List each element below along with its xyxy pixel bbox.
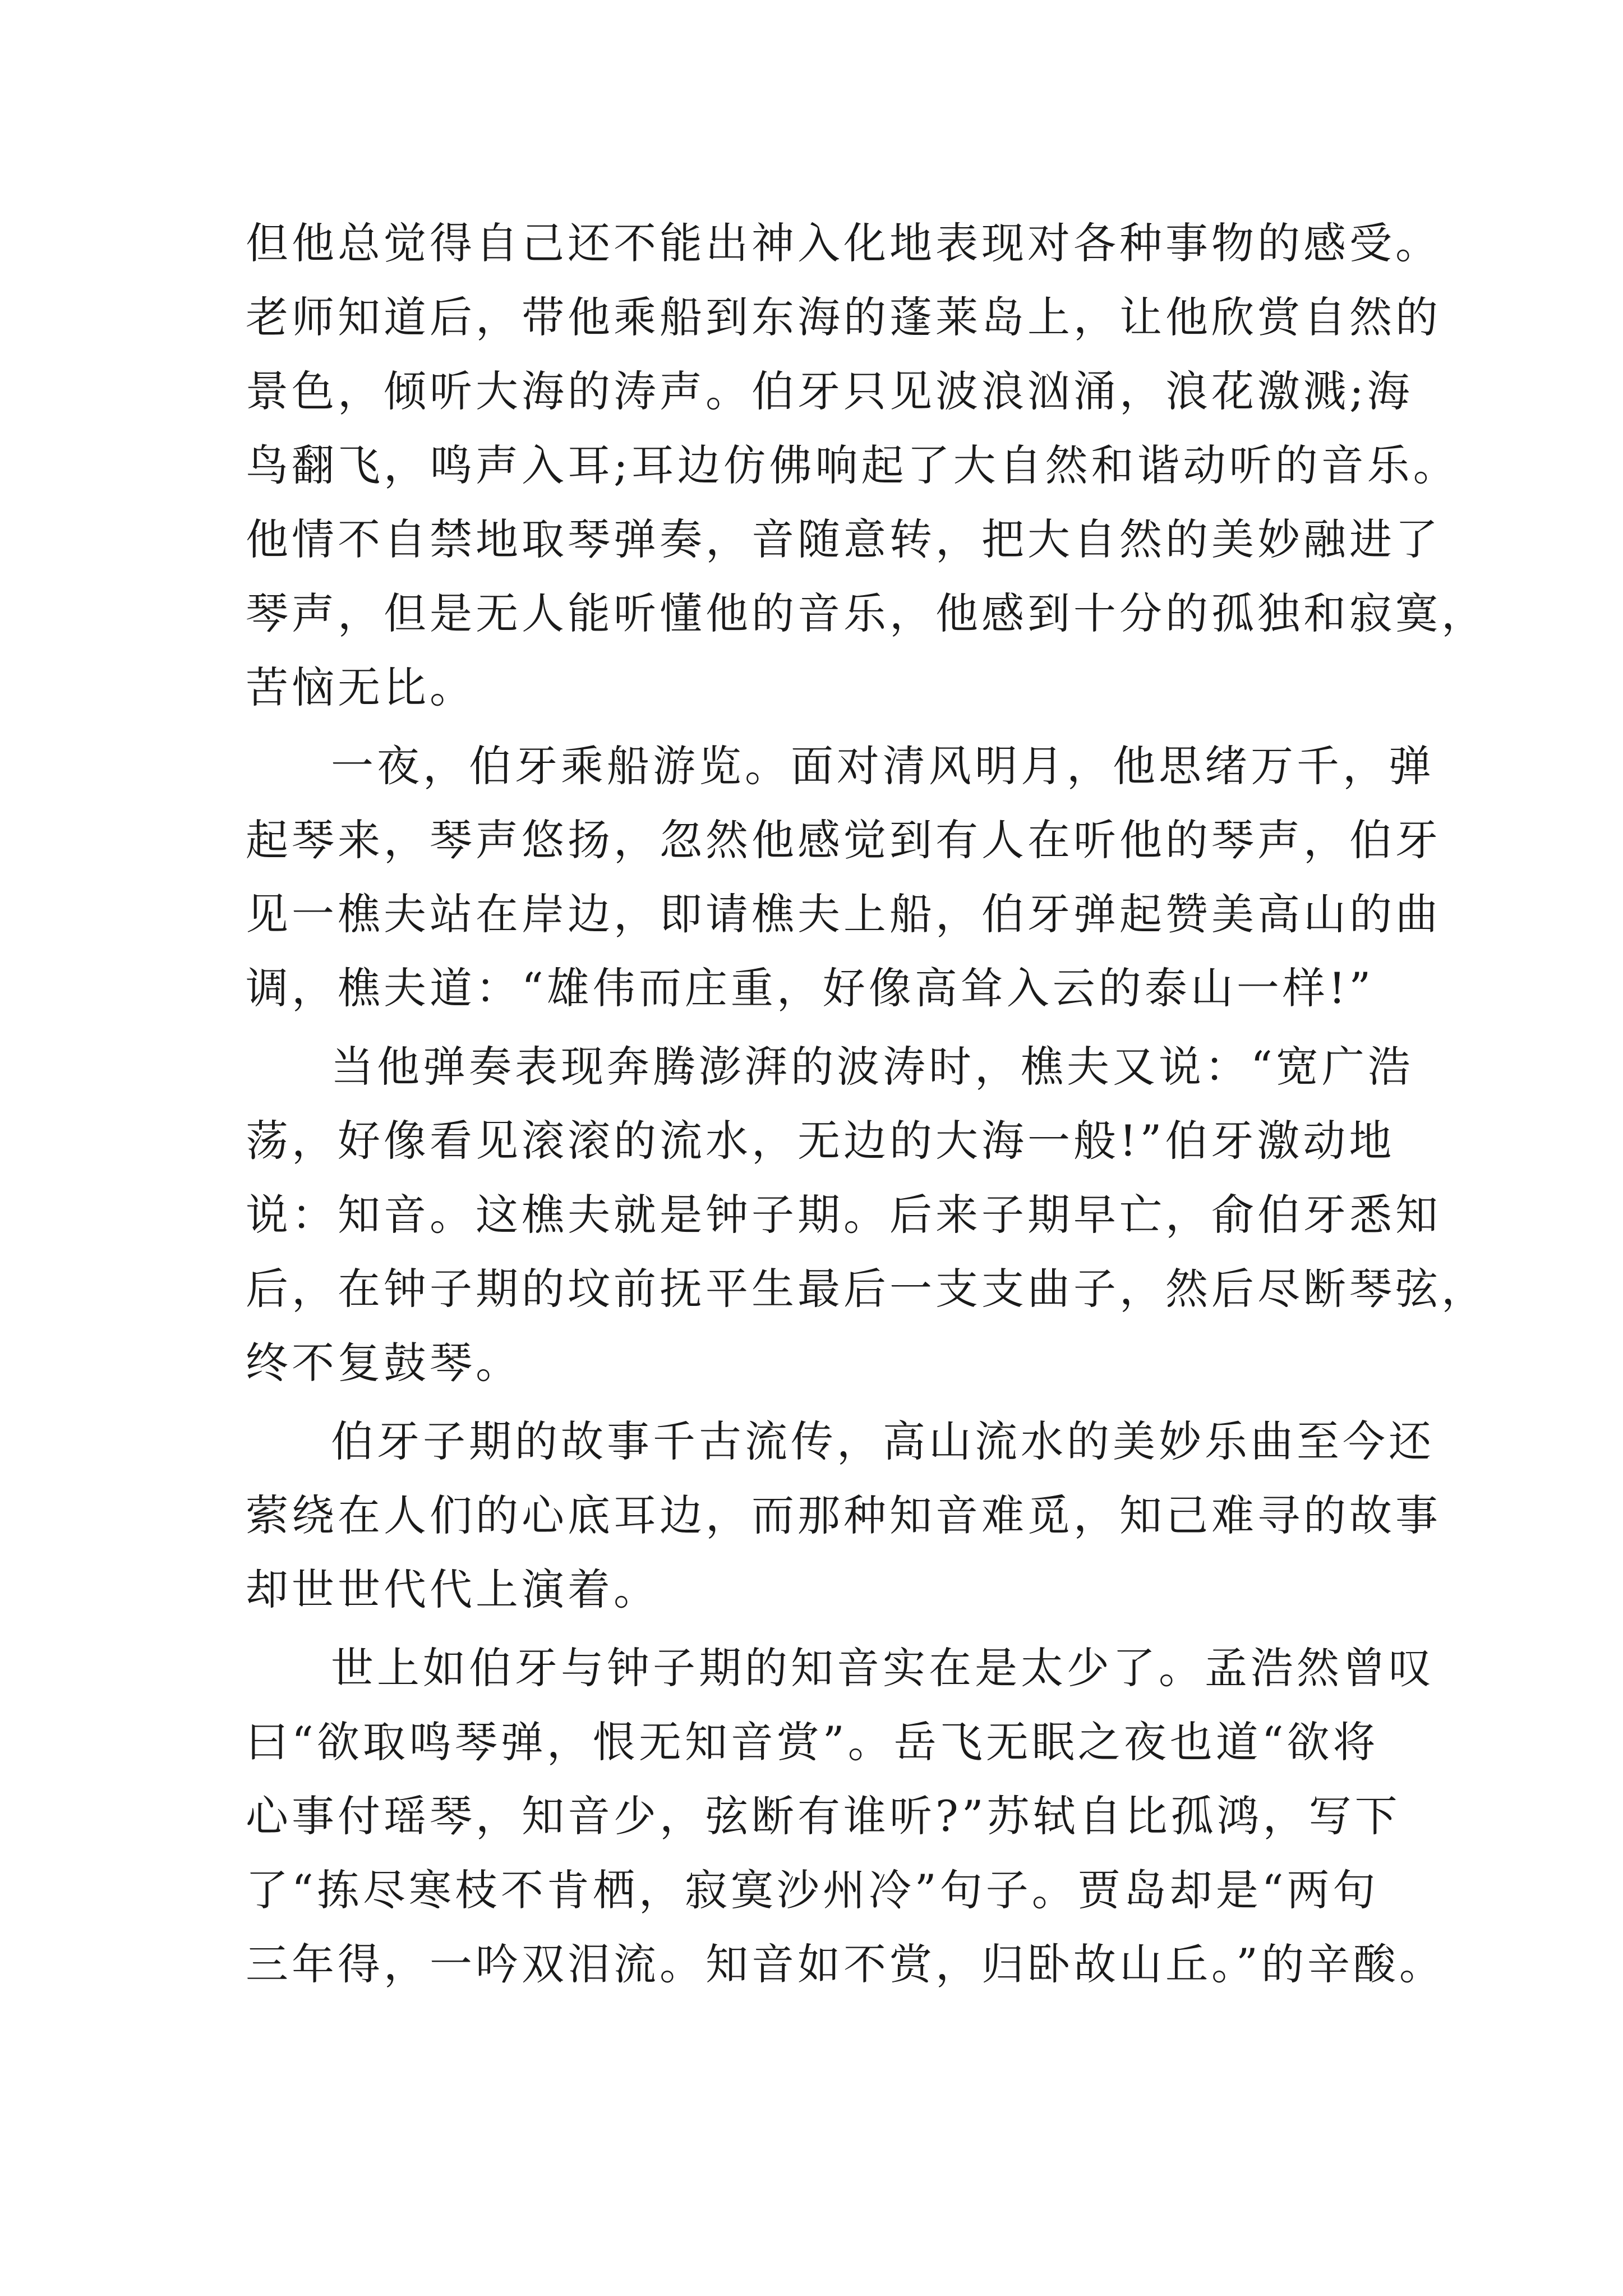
paragraph <box>246 729 1441 1025</box>
text-line: 萦绕在人们的心底耳边，而那种知音难觅，知己难寻的故事 <box>246 1490 1441 1540</box>
text-line: 当他弹奏表现奔腾澎湃的波涛时，樵夫又说：“宽广浩 <box>331 1042 1414 1092</box>
text-line: 苦恼无比。 <box>246 662 476 712</box>
text-line: 起琴来，琴声悠扬，忽然他感觉到有人在听他的琴声，伯牙 <box>246 815 1441 865</box>
paragraph <box>246 206 1487 725</box>
text-line: 伯牙子期的故事千古流传，高山流水的美妙乐曲至今还 <box>331 1416 1435 1466</box>
text-line: 了“拣尽寒枝不肯栖，寂寞沙州冷”句子。贾岛却是“两句 <box>246 1865 1379 1915</box>
text-line: 心事付瑶琴，知音少，弦断有谁听?”苏轼自比孤鸿，写下 <box>246 1791 1401 1841</box>
text-line: 曰“欲取鸣琴弹，恨无知音赏”。岳飞无眠之夜也道“欲将 <box>246 1717 1379 1767</box>
paragraph <box>246 1405 1441 1627</box>
text-line: 世上如伯牙与钟子期的知音实在是太少了。孟浩然曾叹 <box>331 1643 1435 1693</box>
text-line: 鸟翻飞，鸣声入耳;耳边仿佛响起了大自然和谐动听的音乐。 <box>246 440 1459 490</box>
text-line: 一夜，伯牙乘船游览。面对清风明月，他思绪万千，弹 <box>331 741 1435 791</box>
text-line: 后，在钟子期的坟前抚平生最后一支支曲子，然后尽断琴弦， <box>246 1264 1487 1314</box>
text-line: 终不复鼓琴。 <box>246 1338 522 1388</box>
paragraph <box>246 1030 1487 1400</box>
text-line: 他情不自禁地取琴弹奏，音随意转，把大自然的美妙融进了 <box>246 514 1441 564</box>
body-text <box>246 206 1487 2006</box>
text-line: 却世世代代上演着。 <box>246 1565 660 1614</box>
text-line: 琴声，但是无人能听懂他的音乐，他感到十分的孤独和寂寞， <box>246 588 1487 638</box>
text-line: 说：知音。这樵夫就是钟子期。后来子期早亡，俞伯牙悉知 <box>246 1190 1441 1240</box>
paragraph <box>246 1631 1445 2001</box>
text-line: 见一樵夫站在岸边，即请樵夫上船，伯牙弹起赞美高山的曲 <box>246 889 1441 939</box>
text-line: 但他总觉得自己还不能出神入化地表现对各种事物的感受。 <box>246 218 1441 268</box>
text-line: 三年得，一吟双泪流。知音如不赏，归卧故山丘。”的辛酸。 <box>246 1939 1445 1989</box>
text-line: 老师知道后，带他乘船到东海的蓬莱岛上，让他欣赏自然的 <box>246 292 1441 342</box>
text-line: 景色，倾听大海的涛声。伯牙只见波浪汹涌，浪花激溅;海 <box>246 366 1413 416</box>
text-line: 调，樵夫道：“雄伟而庄重，好像高耸入云的泰山一样!” <box>246 963 1375 1013</box>
text-line: 荡，好像看见滚滚的流水，无边的大海一般!”伯牙激动地 <box>246 1116 1395 1166</box>
